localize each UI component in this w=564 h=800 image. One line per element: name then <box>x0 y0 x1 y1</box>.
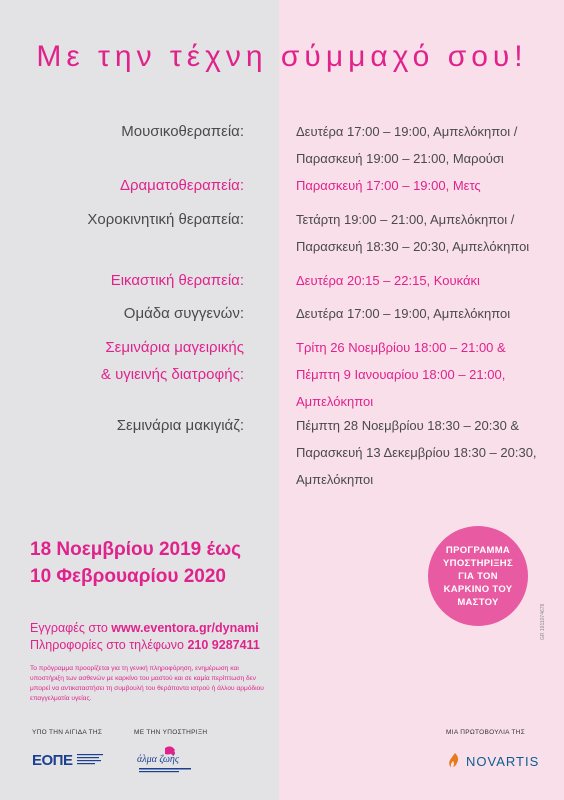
eope-logo: ΕΟΠΕ <box>32 748 104 772</box>
program-badge: ΠΡΟΓΡΑΜΜΑ ΥΠΟΣΤΗΡΙΞΗΣ ΓΙΑ ΤΟΝ ΚΑΡΚΙΝΟ ΤΟΥ ΜΑΣΤΟΥ <box>428 526 528 626</box>
program-schedule: Τρίτη 26 Νοεμβρίου 18:00 – 21:00 & Πέμπτη 9 Ιανουαρίου 18:00 – 21:00, Αμπελόκηποι <box>296 340 506 409</box>
program-label: Χοροκινητική θεραπεία: <box>87 211 244 228</box>
program-label: Ομάδα συγγενών: <box>123 305 244 322</box>
program-schedule: Δευτέρα 17:00 – 19:00, Αμπελόκηποι <box>296 306 511 321</box>
program-label: Δραματοθεραπεία: <box>119 177 244 194</box>
novartis-flame-icon <box>448 752 462 770</box>
poster-title: Με την τέχνη σύμμαχό σου! <box>36 40 528 73</box>
program-schedule: Τετάρτη 19:00 – 21:00, Αμπελόκηποι / Παρασκευή 18:30 – 20:30, Αμπελόκηποι <box>296 212 530 254</box>
phone-number[interactable]: 210 9287411 <box>187 638 260 652</box>
registration-url[interactable]: www.eventora.gr/dynami <box>111 621 259 635</box>
disclaimer-text: Το πρόγραμμα προορίζεται για τη γενική πληροφόρηση, ενημέρωση και υποστήριξη των ασθενών με καρκίνο του μαστού και σε καμία περίπτωση δεν μπορεί να αντικαταστήσει τη συμβουλή του θεράποντα ιατρού ή άλλου αρμόδιου επαγγελματία υγείας. <box>30 665 264 702</box>
program-label: Σεμινάρια μαγειρικής & υγιεινής διατροφής: <box>100 339 244 383</box>
novartis-logo: NOVARTIS <box>448 752 539 770</box>
alma-zois-logo: άλμα ζωής <box>135 744 195 774</box>
phone-line: Πληροφορίες στο τηλέφωνο 210 9287411 <box>30 638 260 652</box>
program-label: Εικαστική θεραπεία: <box>110 272 244 289</box>
program-schedule: Δευτέρα 20:15 – 22:15, Κουκάκι <box>296 273 480 288</box>
program-label: Μουσικοθεραπεία: <box>121 123 244 140</box>
program-dates: 18 Νοεμβρίου 2019 έως 10 Φεβρουαρίου 2020 <box>30 539 242 587</box>
program-label: Σεμινάρια μακιγιάζ: <box>116 417 244 434</box>
eope-subtitle-lines-icon <box>77 753 105 767</box>
program-schedule: Δευτέρα 17:00 – 19:00, Αμπελόκηποι / Παρασκευή 19:00 – 21:00, Μαρούσι <box>296 124 518 166</box>
support-caption: ΜΕ ΤΗΝ ΥΠΟΣΤΗΡΙΞΗ <box>134 729 208 736</box>
program-schedule: Πέμπτη 28 Νοεμβρίου 18:30 – 20:30 & Παρασκευή 13 Δεκεμβρίου 18:30 – 20:30, Αμπελόκηποι <box>296 418 537 487</box>
registration-info <box>30 620 260 654</box>
registration-line: Εγγραφές στο www.eventora.gr/dynami <box>30 621 259 635</box>
initiative-caption: ΜΙΑ ΠΡΩΤΟΒΟΥΛΙΑ ΤΗΣ <box>446 729 526 736</box>
aegis-caption: ΥΠΟ ΤΗΝ ΑΙΓΙΔΑ ΤΗΣ <box>32 729 103 736</box>
document-code: GR 1911074678 <box>540 603 546 640</box>
program-schedule: Παρασκευή 17:00 – 19:00, Μετς <box>296 178 481 193</box>
